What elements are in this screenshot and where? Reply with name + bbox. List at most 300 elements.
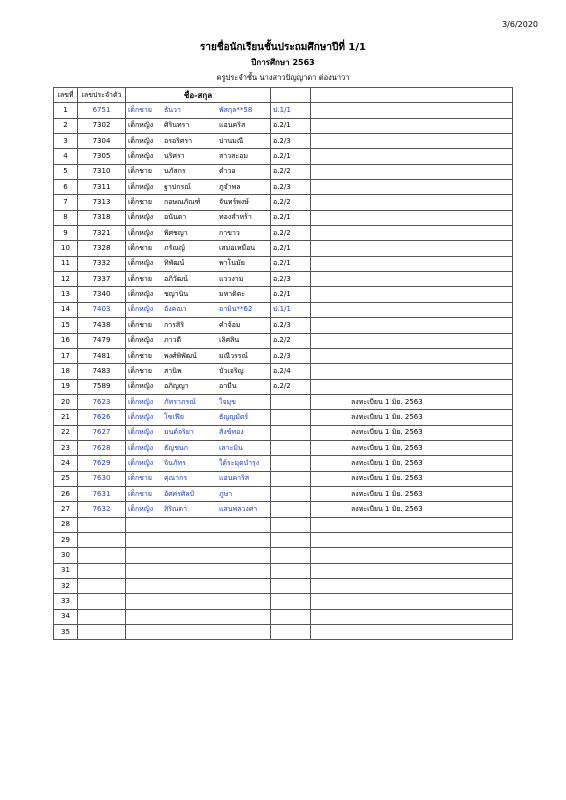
- first-name: อนันตา: [164, 213, 187, 222]
- cell-student-id: 7630: [78, 471, 126, 486]
- table-row: [54, 517, 513, 532]
- cell-previous-class: [271, 440, 311, 455]
- last-name: คำจ้อม: [219, 320, 241, 329]
- cell-note: [311, 318, 513, 333]
- cell-no: 24: [54, 456, 78, 471]
- cell-student-id: 7479: [78, 333, 126, 348]
- cell-name: [126, 318, 271, 333]
- cell-previous-class: อ.2/1: [271, 256, 311, 271]
- cell-previous-class: อ.2/2: [271, 164, 311, 179]
- cell-no: 22: [54, 425, 78, 440]
- cell-student-id: [78, 579, 126, 594]
- cell-note: [311, 532, 513, 547]
- cell-note: [311, 210, 513, 225]
- last-name: ภูษา: [219, 489, 233, 498]
- cell-name: [126, 394, 271, 409]
- table-row: [54, 594, 513, 609]
- first-name: ทิพัฒน์: [164, 259, 185, 268]
- cell-note: [311, 364, 513, 379]
- last-name: แสนพลวงศา: [219, 504, 258, 513]
- first-name: นภัสกร: [164, 167, 186, 176]
- first-name: อังคณา: [164, 305, 187, 314]
- table-row: [54, 471, 513, 486]
- table-row: [54, 348, 513, 363]
- col-header-no: เลขที่: [54, 88, 78, 103]
- cell-no: 1: [54, 103, 78, 118]
- cell-no: 9: [54, 226, 78, 241]
- cell-previous-class: [271, 456, 311, 471]
- name-prefix: เด็กหญิง: [128, 397, 154, 406]
- cell-note: [311, 379, 513, 394]
- cell-name: [126, 134, 271, 149]
- cell-previous-class: [271, 471, 311, 486]
- cell-no: 15: [54, 318, 78, 333]
- table-row: [54, 379, 513, 394]
- cell-name: [126, 486, 271, 501]
- cell-previous-class: อ.2/3: [271, 134, 311, 149]
- first-name: กอษณภัณฑ์: [164, 198, 201, 207]
- cell-name: [126, 348, 271, 363]
- table-row: [54, 226, 513, 241]
- name-prefix: เด็กหญิง: [128, 121, 154, 130]
- first-name: ภรัณญ์: [164, 244, 185, 253]
- name-prefix: เด็กหญิง: [128, 412, 154, 421]
- cell-name: [126, 195, 271, 210]
- name-prefix: เด็กชาย: [128, 351, 152, 360]
- name-prefix: เด็กหญิง: [128, 228, 154, 237]
- first-name: สิริณดา: [164, 504, 188, 513]
- first-name: พงศ์พิพัฒน์: [164, 351, 197, 360]
- last-name: พัสกุล**58: [219, 106, 253, 115]
- cell-note: [311, 287, 513, 302]
- cell-student-id: [78, 548, 126, 563]
- cell-student-id: [78, 532, 126, 547]
- cell-note: [311, 333, 513, 348]
- cell-note: [311, 579, 513, 594]
- cell-previous-class: อ.2/3: [271, 348, 311, 363]
- cell-note: [311, 195, 513, 210]
- cell-previous-class: อ.2/1: [271, 241, 311, 256]
- table-row: [54, 394, 513, 409]
- cell-note: ลงทะเบียน 1 มิย. 2563: [311, 486, 513, 501]
- cell-name: [126, 456, 271, 471]
- name-prefix: เด็กหญิง: [128, 182, 154, 191]
- cell-student-id: 6751: [78, 103, 126, 118]
- cell-no: 29: [54, 532, 78, 547]
- last-name: อามิน**62: [219, 305, 253, 314]
- roster-body: [54, 103, 513, 640]
- cell-student-id: 7632: [78, 502, 126, 517]
- cell-note: [311, 272, 513, 287]
- cell-note: [311, 103, 513, 118]
- cell-previous-class: อ.2/3: [271, 318, 311, 333]
- cell-student-id: 7623: [78, 394, 126, 409]
- cell-name: [126, 333, 271, 348]
- cell-previous-class: [271, 594, 311, 609]
- cell-no: 34: [54, 609, 78, 624]
- table-row: [54, 625, 513, 640]
- table-row: [54, 563, 513, 578]
- table-row: [54, 134, 513, 149]
- cell-note: [311, 180, 513, 195]
- last-name: ตำวอ: [219, 167, 236, 176]
- table-row: [54, 502, 513, 517]
- name-prefix: เด็กชาย: [128, 106, 152, 115]
- cell-no: 32: [54, 579, 78, 594]
- cell-name: [126, 226, 271, 241]
- last-name: เลิศสิน: [219, 336, 240, 345]
- first-name: มนต์จริยา: [164, 428, 194, 437]
- name-prefix: เด็กหญิง: [128, 290, 154, 299]
- cell-name: [126, 379, 271, 394]
- first-name: พิศชญา: [164, 228, 188, 237]
- print-date: 3/6/2020: [502, 20, 538, 29]
- cell-student-id: 7313: [78, 195, 126, 210]
- cell-previous-class: [271, 517, 311, 532]
- cell-name: [126, 241, 271, 256]
- table-row: [54, 149, 513, 164]
- cell-no: 28: [54, 517, 78, 532]
- table-row: [54, 118, 513, 133]
- name-prefix: เด็กหญิง: [128, 213, 154, 222]
- cell-name: [126, 364, 271, 379]
- first-name: อรอริศรา: [164, 136, 193, 145]
- cell-name: [126, 103, 271, 118]
- last-name: ภูจำพล: [219, 182, 241, 191]
- cell-student-id: 7626: [78, 410, 126, 425]
- last-name: พาโนมัย: [219, 259, 245, 268]
- cell-previous-class: [271, 486, 311, 501]
- first-name: ศิรินทรา: [164, 121, 190, 130]
- last-name: สาวสะอม: [219, 152, 248, 161]
- cell-name: [126, 302, 271, 317]
- cell-name: [126, 287, 271, 302]
- cell-note: [311, 548, 513, 563]
- last-name: แววงาม: [219, 274, 244, 283]
- first-name: อภิวัฒน์: [164, 274, 188, 283]
- homeroom-teacher: ครูประจำชั้น นางสาวปัญญาดา ต่องนาวา: [216, 73, 350, 82]
- cell-name: [126, 594, 271, 609]
- table-row: [54, 210, 513, 225]
- first-name: สานิพ: [164, 366, 182, 375]
- cell-previous-class: อ.2/2: [271, 379, 311, 394]
- cell-previous-class: อ.2/1: [271, 118, 311, 133]
- last-name: ปานมณี: [219, 136, 244, 145]
- cell-no: 27: [54, 502, 78, 517]
- table-row: [54, 195, 513, 210]
- name-prefix: เด็กหญิง: [128, 443, 154, 452]
- last-name: ทองสำหร้า: [219, 213, 252, 222]
- cell-previous-class: อ.2/2: [271, 195, 311, 210]
- cell-student-id: 7310: [78, 164, 126, 179]
- first-name: ฐาปกรณ์: [164, 182, 191, 191]
- cell-name: [126, 164, 271, 179]
- table-row: [54, 456, 513, 471]
- table-row: [54, 425, 513, 440]
- cell-no: 17: [54, 348, 78, 363]
- name-prefix: เด็กหญิง: [128, 136, 154, 145]
- cell-name: [126, 471, 271, 486]
- name-prefix: เด็กหญิง: [128, 458, 154, 467]
- table-row: [54, 164, 513, 179]
- cell-name: [126, 272, 271, 287]
- cell-student-id: 7483: [78, 364, 126, 379]
- last-name: ใจมุข: [219, 397, 236, 406]
- cell-no: 35: [54, 625, 78, 640]
- name-prefix: เด็กหญิง: [128, 305, 154, 314]
- cell-student-id: [78, 594, 126, 609]
- cell-student-id: 7311: [78, 180, 126, 195]
- cell-name: [126, 532, 271, 547]
- cell-student-id: 7321: [78, 226, 126, 241]
- cell-no: 20: [54, 394, 78, 409]
- col-header-student-id: เลขประจำตัว: [78, 88, 126, 103]
- last-name: จันทร์พงษ์: [219, 198, 249, 207]
- cell-no: 31: [54, 563, 78, 578]
- cell-previous-class: [271, 532, 311, 547]
- cell-name: [126, 579, 271, 594]
- table-row: [54, 256, 513, 271]
- cell-no: 4: [54, 149, 78, 164]
- table-row: [54, 486, 513, 501]
- cell-note: ลงทะเบียน 1 มิย. 2563: [311, 394, 513, 409]
- page-title: รายชื่อนักเรียนชั้นประถมศึกษาปีที่ 1/1: [200, 42, 366, 53]
- col-header-class: [271, 88, 311, 103]
- cell-no: 3: [54, 134, 78, 149]
- last-name: มณีวรรณ์: [219, 351, 249, 360]
- cell-student-id: 7403: [78, 302, 126, 317]
- table-row: [54, 532, 513, 547]
- cell-student-id: 7631: [78, 486, 126, 501]
- cell-previous-class: [271, 609, 311, 624]
- cell-no: 6: [54, 180, 78, 195]
- cell-student-id: 7305: [78, 149, 126, 164]
- cell-name: [126, 440, 271, 455]
- cell-no: 10: [54, 241, 78, 256]
- cell-no: 33: [54, 594, 78, 609]
- cell-no: 16: [54, 333, 78, 348]
- first-name: อภิญญา: [164, 382, 189, 391]
- cell-student-id: 7337: [78, 272, 126, 287]
- cell-name: [126, 563, 271, 578]
- name-prefix: เด็กชาย: [128, 474, 152, 483]
- cell-previous-class: อ.2/1: [271, 210, 311, 225]
- first-name: ภาวดี: [164, 336, 182, 345]
- name-prefix: เด็กชาย: [128, 489, 152, 498]
- cell-note: [311, 517, 513, 532]
- first-name: ธัญชนก: [164, 443, 189, 452]
- table-row: [54, 180, 513, 195]
- name-prefix: เด็กหญิง: [128, 336, 154, 345]
- cell-note: [311, 348, 513, 363]
- cell-student-id: [78, 517, 126, 532]
- cell-previous-class: [271, 502, 311, 517]
- cell-no: 7: [54, 195, 78, 210]
- last-name: ธัญญมัตร์: [219, 412, 249, 421]
- name-prefix: เด็กหญิง: [128, 382, 154, 391]
- cell-no: 21: [54, 410, 78, 425]
- first-name: นริศรา: [164, 152, 185, 161]
- cell-no: 13: [54, 287, 78, 302]
- name-prefix: เด็กชาย: [128, 167, 152, 176]
- cell-student-id: [78, 625, 126, 640]
- cell-student-id: 7340: [78, 287, 126, 302]
- cell-name: [126, 149, 271, 164]
- cell-previous-class: [271, 394, 311, 409]
- cell-student-id: 7628: [78, 440, 126, 455]
- cell-note: [311, 563, 513, 578]
- last-name: ใต้ระมุดบำรุง: [219, 458, 260, 467]
- table-row: [54, 579, 513, 594]
- cell-name: [126, 517, 271, 532]
- cell-note: [311, 241, 513, 256]
- cell-note: [311, 149, 513, 164]
- cell-note: ลงทะเบียน 1 มิย. 2563: [311, 502, 513, 517]
- cell-note: [311, 134, 513, 149]
- first-name: การสิริ: [164, 320, 184, 329]
- cell-previous-class: [271, 563, 311, 578]
- cell-note: [311, 256, 513, 271]
- last-name: บัวเจริญ: [219, 366, 244, 375]
- cell-previous-class: อ.2/1: [271, 287, 311, 302]
- first-name: ธันวา: [164, 106, 181, 115]
- last-name: เลาะมิน: [219, 443, 243, 452]
- cell-name: [126, 210, 271, 225]
- cell-student-id: [78, 563, 126, 578]
- last-name: อามีน: [219, 382, 237, 391]
- cell-student-id: 7629: [78, 456, 126, 471]
- cell-note: ลงทะเบียน 1 มิย. 2563: [311, 440, 513, 455]
- table-row: [54, 287, 513, 302]
- table-row: [54, 410, 513, 425]
- cell-student-id: 7328: [78, 241, 126, 256]
- cell-name: [126, 118, 271, 133]
- cell-no: 25: [54, 471, 78, 486]
- cell-student-id: 7627: [78, 425, 126, 440]
- cell-student-id: 7481: [78, 348, 126, 363]
- first-name: จินภัทร: [164, 458, 186, 467]
- cell-no: 18: [54, 364, 78, 379]
- last-name: กาขาว: [219, 228, 240, 237]
- table-row: [54, 302, 513, 317]
- first-name: ภัทราภรณ์: [164, 397, 196, 406]
- cell-no: 8: [54, 210, 78, 225]
- table-header-row: [54, 88, 513, 103]
- cell-no: 2: [54, 118, 78, 133]
- cell-name: [126, 180, 271, 195]
- name-prefix: เด็กชาย: [128, 198, 152, 207]
- cell-name: [126, 502, 271, 517]
- cell-previous-class: อ.2/3: [271, 180, 311, 195]
- first-name: อัศศรศิลป์: [164, 489, 195, 498]
- cell-student-id: 7318: [78, 210, 126, 225]
- academic-year: ปีการศึกษา 2563: [251, 58, 315, 67]
- first-name: โซเฟีย: [164, 412, 184, 421]
- cell-student-id: 7589: [78, 379, 126, 394]
- cell-previous-class: [271, 579, 311, 594]
- cell-previous-class: [271, 425, 311, 440]
- table-row: [54, 609, 513, 624]
- cell-name: [126, 625, 271, 640]
- cell-student-id: 7304: [78, 134, 126, 149]
- table-row: [54, 272, 513, 287]
- table-row: [54, 364, 513, 379]
- cell-previous-class: อ.2/4: [271, 364, 311, 379]
- cell-no: 14: [54, 302, 78, 317]
- cell-name: [126, 256, 271, 271]
- cell-no: 30: [54, 548, 78, 563]
- cell-previous-class: [271, 410, 311, 425]
- col-header-note: [311, 88, 513, 103]
- cell-note: ลงทะเบียน 1 มิย. 2563: [311, 471, 513, 486]
- name-prefix: เด็กหญิง: [128, 504, 154, 513]
- cell-previous-class: [271, 625, 311, 640]
- name-prefix: เด็กหญิง: [128, 259, 154, 268]
- last-name: สังข์ทอง: [219, 428, 244, 437]
- first-name: คุณากร: [164, 474, 188, 483]
- cell-note: ลงทะเบียน 1 มิย. 2563: [311, 410, 513, 425]
- name-prefix: เด็กหญิง: [128, 428, 154, 437]
- col-header-name: ชื่อ-สกุล: [126, 88, 271, 103]
- cell-previous-class: ป.1/1: [271, 103, 311, 118]
- last-name: มหาดิตะ: [219, 290, 246, 299]
- student-roster-table: [53, 87, 513, 640]
- cell-previous-class: อ.2/1: [271, 149, 311, 164]
- table-row: [54, 440, 513, 455]
- table-row: [54, 318, 513, 333]
- cell-note: [311, 609, 513, 624]
- last-name: แอนคาริส: [219, 474, 250, 483]
- cell-previous-class: อ.2/2: [271, 226, 311, 241]
- table-row: [54, 548, 513, 563]
- cell-note: [311, 164, 513, 179]
- cell-name: [126, 609, 271, 624]
- cell-note: ลงทะเบียน 1 มิย. 2563: [311, 456, 513, 471]
- cell-name: [126, 548, 271, 563]
- name-prefix: เด็กชาย: [128, 320, 152, 329]
- name-prefix: เด็กชาย: [128, 274, 152, 283]
- last-name: เสมอเหมือน: [219, 244, 256, 253]
- cell-note: [311, 118, 513, 133]
- name-prefix: เด็กชาย: [128, 366, 152, 375]
- cell-no: 23: [54, 440, 78, 455]
- cell-previous-class: [271, 548, 311, 563]
- table-row: [54, 241, 513, 256]
- cell-previous-class: ป.1/1: [271, 302, 311, 317]
- cell-name: [126, 425, 271, 440]
- cell-student-id: 7302: [78, 118, 126, 133]
- last-name: แอนคริส: [219, 121, 246, 130]
- cell-note: [311, 625, 513, 640]
- cell-name: [126, 410, 271, 425]
- cell-note: ลงทะเบียน 1 มิย. 2563: [311, 425, 513, 440]
- cell-student-id: 7438: [78, 318, 126, 333]
- name-prefix: เด็กชาย: [128, 244, 152, 253]
- cell-no: 5: [54, 164, 78, 179]
- cell-no: 12: [54, 272, 78, 287]
- table-row: [54, 333, 513, 348]
- cell-student-id: 7332: [78, 256, 126, 271]
- table-row: [54, 103, 513, 118]
- cell-note: [311, 302, 513, 317]
- cell-note: [311, 226, 513, 241]
- cell-no: 11: [54, 256, 78, 271]
- cell-no: 26: [54, 486, 78, 501]
- name-prefix: เด็กหญิง: [128, 152, 154, 161]
- cell-previous-class: อ.2/3: [271, 272, 311, 287]
- cell-student-id: [78, 609, 126, 624]
- first-name: ชญานิน: [164, 290, 189, 299]
